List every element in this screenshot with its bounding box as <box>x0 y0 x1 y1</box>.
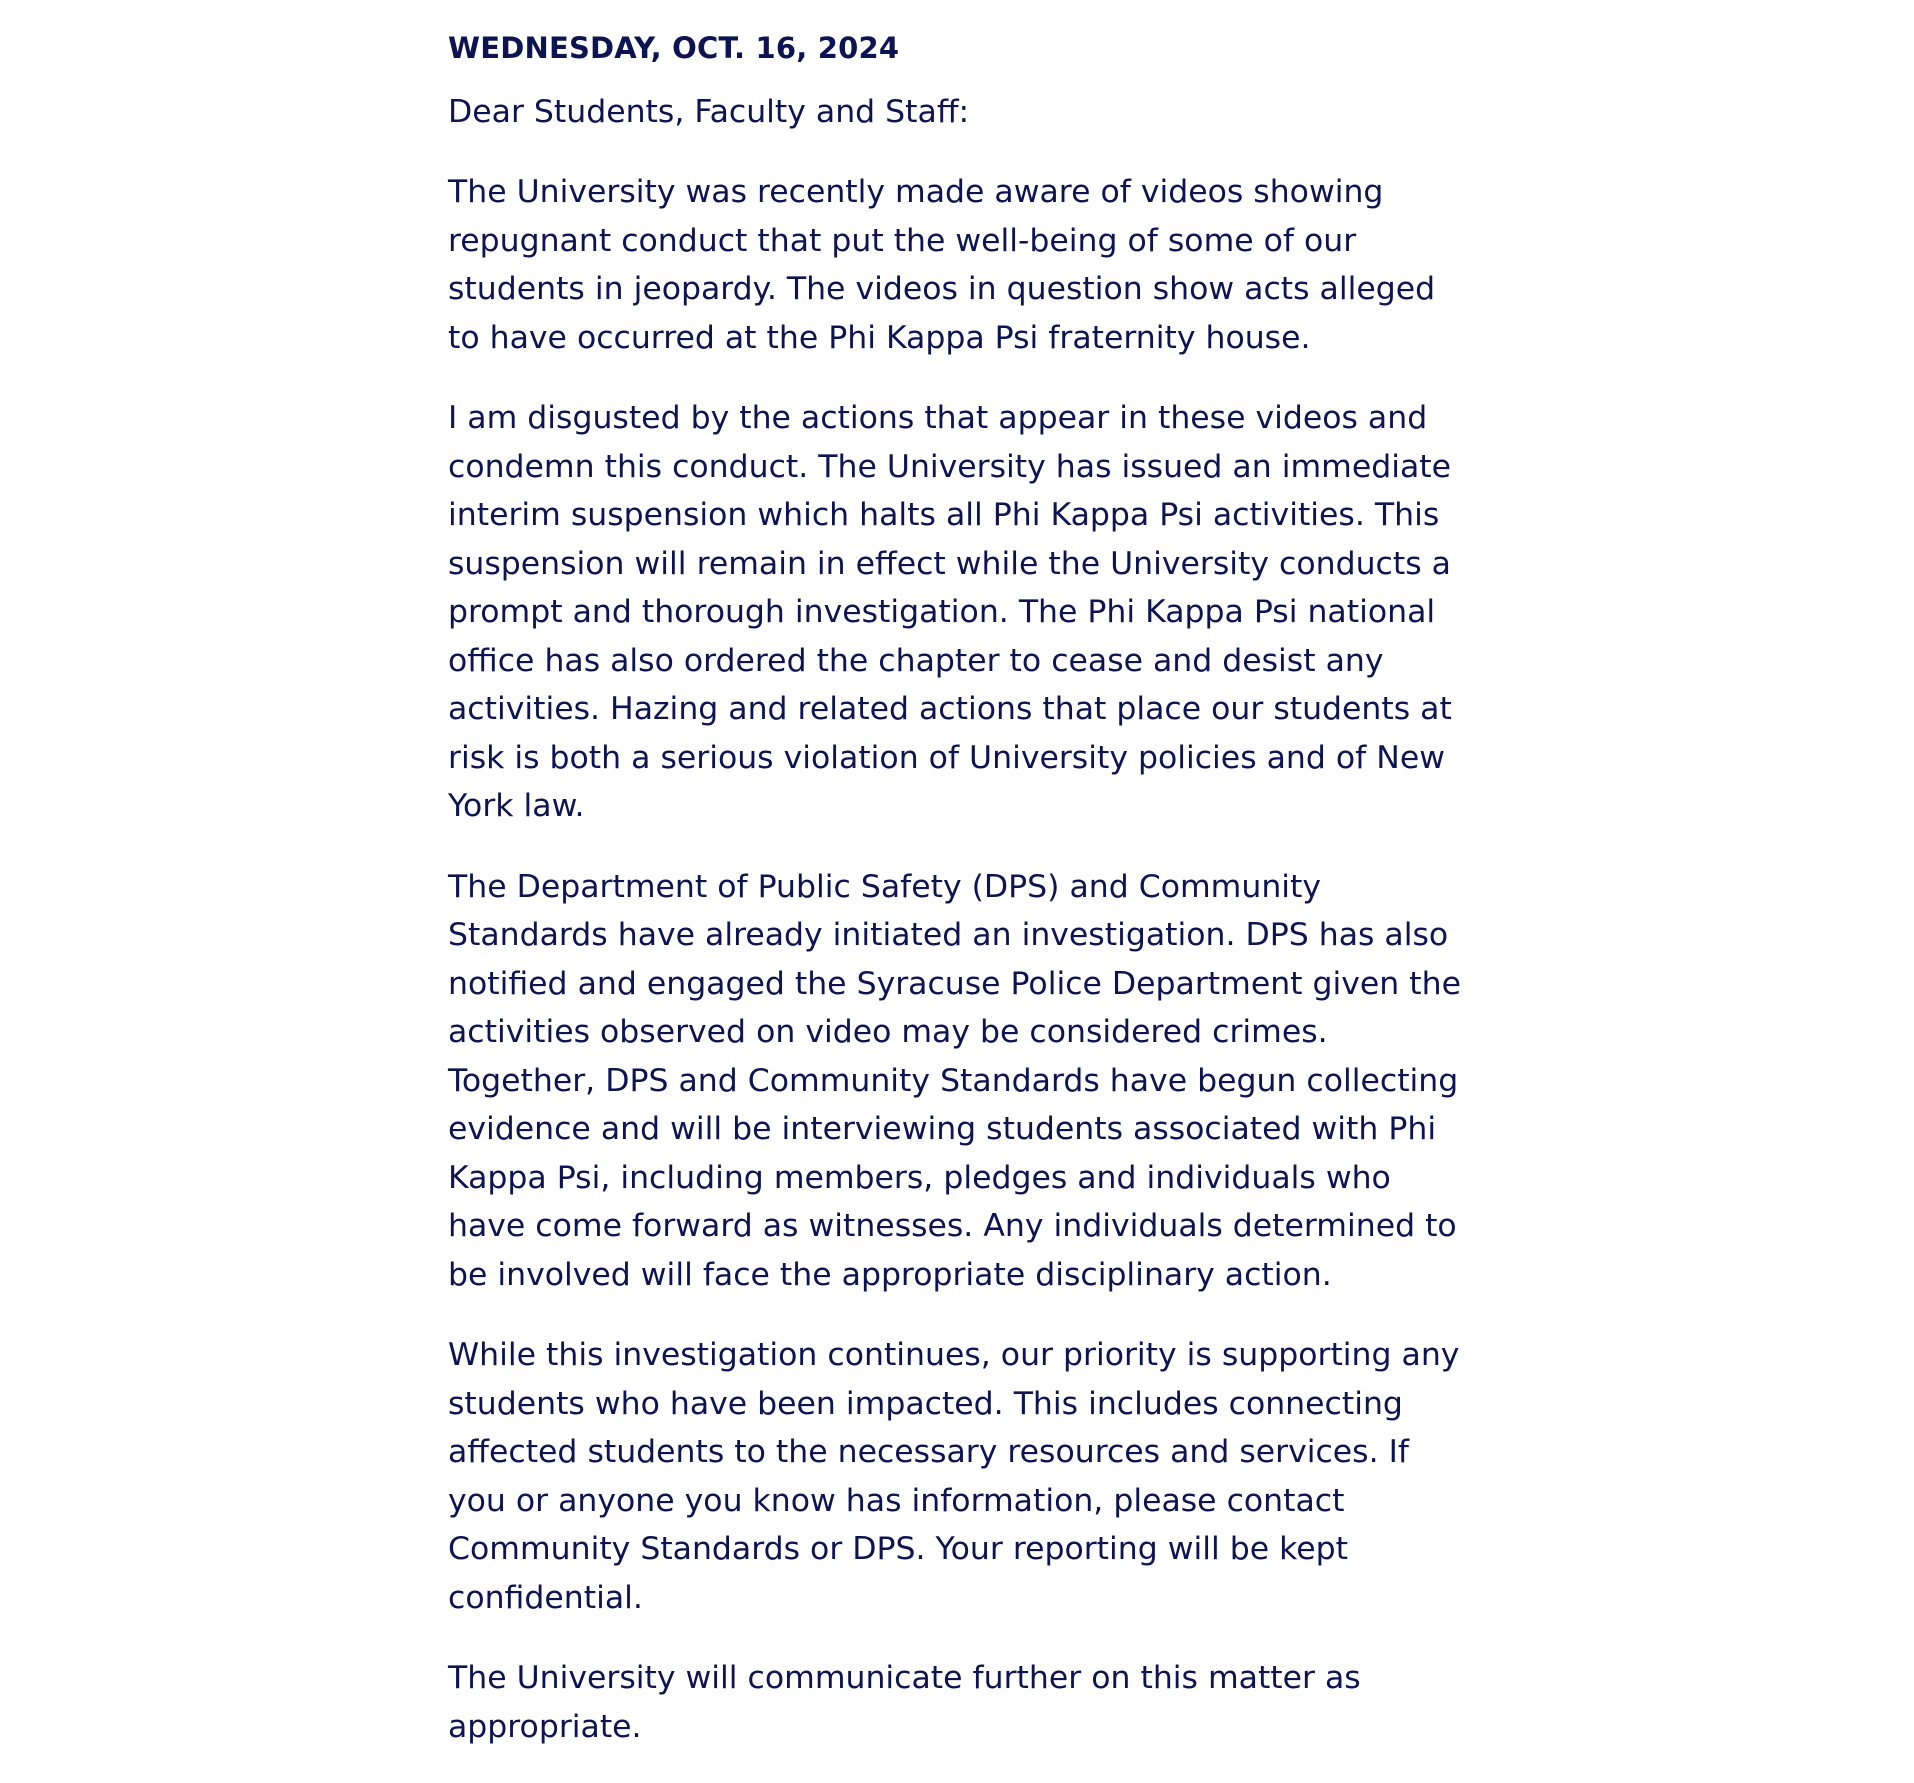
paragraph-line: While this investigation continues, our priority is supporting any <box>448 1337 1460 1373</box>
paragraph-line: evidence and will be interviewing students associated with Phi <box>448 1111 1437 1147</box>
paragraph-line: activities. Hazing and related actions that place our students at <box>448 691 1452 727</box>
paragraph-2 <box>448 394 1498 831</box>
paragraph-line: appropriate. <box>448 1708 642 1745</box>
paragraph-line: affected students to the necessary resources and services. If <box>448 1434 1409 1470</box>
paragraph-line: be involved will face the appropriate disciplinary action. <box>448 1256 1332 1293</box>
paragraph-line: interim suspension which halts all Phi Kappa Psi activities. This <box>448 497 1440 533</box>
paragraph-line: repugnant conduct that put the well-being of some of our <box>448 222 1357 259</box>
paragraph-line: The University was recently made aware of videos showing <box>448 174 1384 210</box>
paragraph-line: Standards have already initiated an investigation. DPS has also <box>448 917 1449 953</box>
paragraph-line: Together, DPS and Community Standards have begun collecting <box>448 1062 1459 1099</box>
paragraph-line: suspension will remain in effect while the University conducts a <box>448 545 1451 582</box>
paragraph-4 <box>448 1331 1498 1622</box>
paragraph-line: students in jeopardy. The videos in question show acts alleged <box>448 271 1436 307</box>
paragraph-line: condemn this conduct. The University has issued an immediate <box>448 448 1451 485</box>
paragraph-line: notified and engaged the Syracuse Police Department given the <box>448 965 1461 1002</box>
paragraph-line: prompt and thorough investigation. The Phi Kappa Psi national <box>448 594 1436 630</box>
letter-body <box>448 30 1498 1783</box>
paragraph-1 <box>448 168 1498 362</box>
paragraph-line: Community Standards or DPS. Your reporting will be kept <box>448 1531 1349 1567</box>
paragraph-line: risk is both a serious violation of University policies and of New <box>448 739 1445 776</box>
paragraph-5 <box>448 1654 1498 1751</box>
paragraph-line: you or anyone you know has information, please contact <box>448 1482 1345 1519</box>
paragraph-line: I am disgusted by the actions that appear in these videos and <box>448 400 1428 436</box>
paragraph-line: confidential. <box>448 1579 643 1616</box>
paragraph-3 <box>448 863 1498 1300</box>
letter-salutation: Dear Students, Faculty and Staff: <box>448 94 970 130</box>
paragraph-line: Kappa Psi, including members, pledges and individuals who <box>448 1159 1391 1196</box>
letter-date: WEDNESDAY, OCT. 16, 2024 <box>448 31 900 65</box>
paragraph-line: The Department of Public Safety (DPS) and Community <box>448 868 1322 905</box>
paragraph-line: office has also ordered the chapter to cease and desist any <box>448 642 1384 679</box>
paragraph-line: York law. <box>448 788 585 824</box>
paragraph-line: activities observed on video may be considered crimes. <box>448 1014 1328 1050</box>
paragraph-line: have come forward as witnesses. Any individuals determined to <box>448 1208 1457 1244</box>
paragraph-line: to have occurred at the Phi Kappa Psi fraternity house. <box>448 319 1311 356</box>
paragraph-line: students who have been impacted. This includes connecting <box>448 1385 1403 1422</box>
paragraph-line: The University will communicate further on this matter as <box>448 1660 1361 1696</box>
